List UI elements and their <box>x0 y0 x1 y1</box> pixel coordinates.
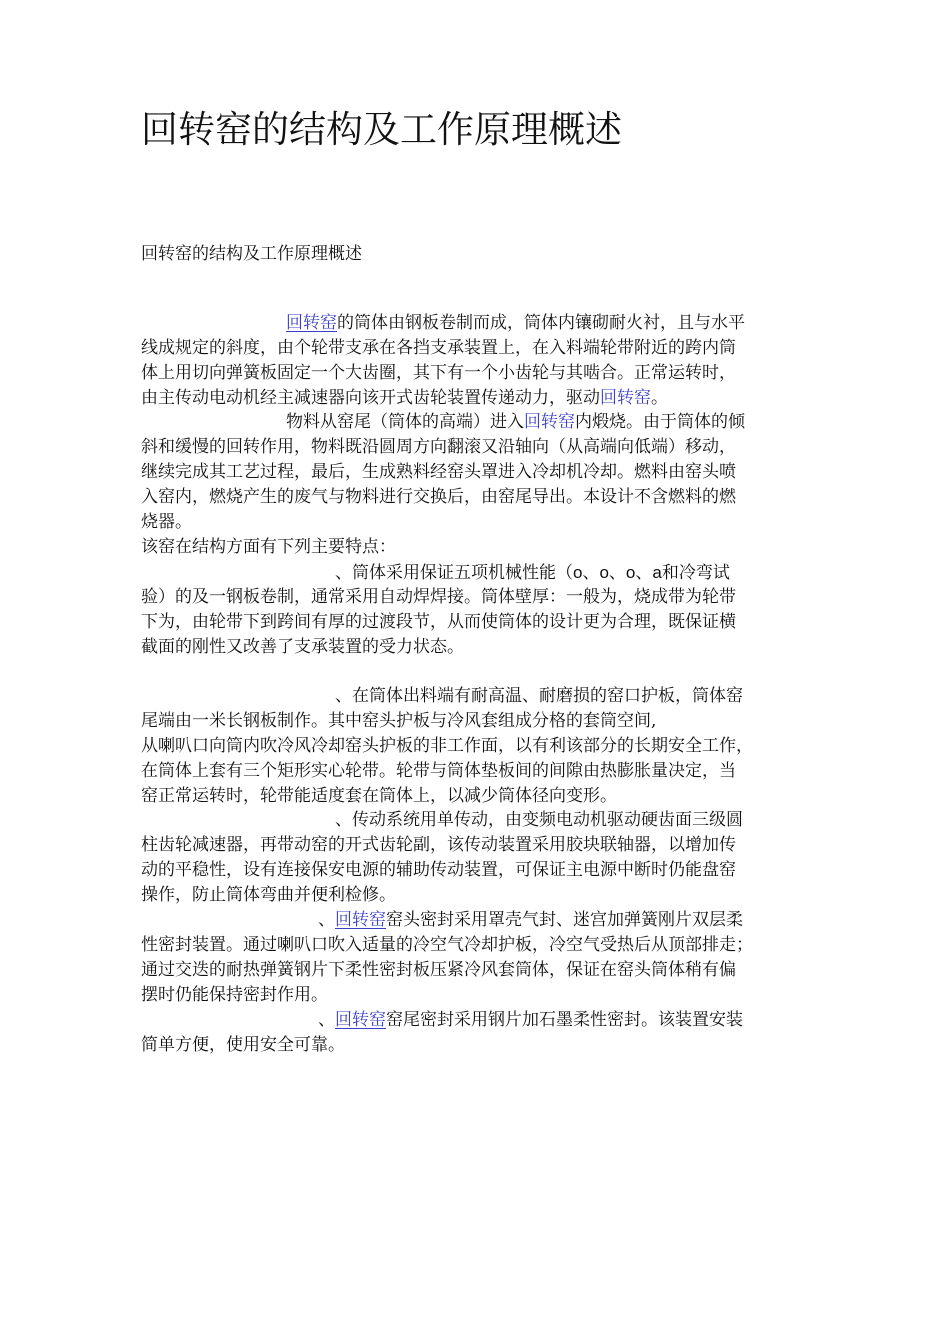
p7-line-2: 性密封装置。通过喇叭口吹入适量的冷空气冷却护板，冷空气受热后从顶部排走； <box>141 935 753 955</box>
p2-line-4: 入窑内，燃烧产生的废气与物料进行交换后，由窑尾导出。本设计不含燃料的燃 <box>141 487 736 507</box>
p2-line-5: 烧器。 <box>141 512 192 532</box>
p6-line-4: 操作，防止筒体弯曲并便利检修。 <box>141 885 396 905</box>
document-title: 回转窑的结构及工作原理概述 <box>141 108 622 151</box>
p2-line-1 <box>286 410 745 435</box>
rotary-kiln-link[interactable]: 回转窑 <box>524 412 575 432</box>
rotary-kiln-link[interactable]: 回转窑 <box>335 1010 386 1030</box>
p2-line-2: 斜和缓慢的回转作用，物料既沿圆周方向翻滚又沿轴向（从高端向低端）移动， <box>141 437 736 457</box>
document-subtitle: 回转窑的结构及工作原理概述 <box>141 244 362 264</box>
text-span: 内煅烧。由于筒体的倾 <box>575 412 745 432</box>
p8-line-1 <box>318 1008 743 1033</box>
text-span: 、 <box>318 1010 335 1030</box>
p4-line-4: 截面的刚性又改善了支承装置的受力状态。 <box>141 637 464 657</box>
rotary-kiln-link[interactable]: 回转窑 <box>335 910 386 930</box>
p7-line-1 <box>318 908 743 933</box>
text-span: 。 <box>651 388 668 408</box>
text-span: 的筒体由钢板卷制而成，筒体内镶砌耐火衬，且与水平 <box>337 313 745 333</box>
p6-line-3: 动的平稳性，设有连接保安电源的辅助传动装置，可保证主电源中断时仍能盘窑 <box>141 860 736 880</box>
p1-line-3: 体上用切向弹簧板固定一个大齿圈，其下有一个小齿轮与其啮合。正常运转时， <box>141 363 736 383</box>
p1-line-4 <box>141 386 668 411</box>
p1-line-2: 线成规定的斜度，由个轮带支承在各挡支承装置上，在入料端轮带附近的跨内筒 <box>141 338 736 358</box>
p5-line-5: 窑正常运转时，轮带能适度套在筒体上，以减少筒体径向变形。 <box>141 786 617 806</box>
text-span: 、筒体采用保证五项机械性能（ <box>335 563 573 583</box>
rotary-kiln-link[interactable]: 回转窑 <box>600 388 651 408</box>
p4-line-2: 验）的及一钢板卷制，通常采用自动焊焊接。筒体壁厚：一般为，烧成带为轮带 <box>141 587 736 607</box>
text-span: 、 <box>318 910 335 930</box>
p7-line-3: 通过交迭的耐热弹簧钢片下柔性密封板压紧冷风套筒体，保证在窑头筒体稍有偏 <box>141 960 736 980</box>
p5-line-3: 从喇叭口向筒内吹冷风冷却窑头护板的非工作面，以有利该部分的长期安全工作， <box>141 736 753 756</box>
p3-line-1: 该窑在结构方面有下列主要特点： <box>141 537 396 557</box>
text-span: o、o、o、a <box>573 563 662 582</box>
p2-line-3: 继续完成其工艺过程，最后，生成熟料经窑头罩进入冷却机冷却。燃料由窑头喷 <box>141 462 736 482</box>
p6-line-2: 柱齿轮减速器，再带动窑的开式齿轮副，该传动装置采用胶块联轴器，以增加传 <box>141 835 736 855</box>
p7-line-4: 摆时仍能保持密封作用。 <box>141 985 328 1005</box>
p5-line-1: 、在筒体出料端有耐高温、耐磨损的窑口护板，筒体窑 <box>335 686 743 706</box>
p4-line-3: 下为，由轮带下到跨间有厚的过渡段节，从而使筒体的设计更为合理，既保证横 <box>141 612 736 632</box>
text-span: 和冷弯试 <box>661 563 730 583</box>
text-span: 物料从窑尾（筒体的高端）进入 <box>286 412 524 432</box>
text-span: 窑头密封采用罩壳气封、迷宫加弹簧刚片双层柔 <box>386 910 743 930</box>
text-span: 窑尾密封采用钢片加石墨柔性密封。该装置安装 <box>386 1010 743 1030</box>
p1-line-1 <box>286 311 745 336</box>
p8-line-2: 简单方便，使用安全可靠。 <box>141 1035 345 1055</box>
text-span: 由主传动电动机经主减速器向该开式齿轮装置传递动力，驱动 <box>141 388 600 408</box>
p6-line-1: 、传动系统用单传动，由变频电动机驱动硬齿面三级圆 <box>335 810 743 830</box>
p5-line-4: 在筒体上套有三个矩形实心轮带。轮带与筒体垫板间的间隙由热膨胀量决定，当 <box>141 761 736 781</box>
p4-line-1 <box>335 560 730 585</box>
rotary-kiln-link[interactable]: 回转窑 <box>286 313 337 333</box>
p5-line-2: 尾端由一米长钢板制作。其中窑头护板与冷风套组成分格的套筒空间, <box>141 711 657 731</box>
